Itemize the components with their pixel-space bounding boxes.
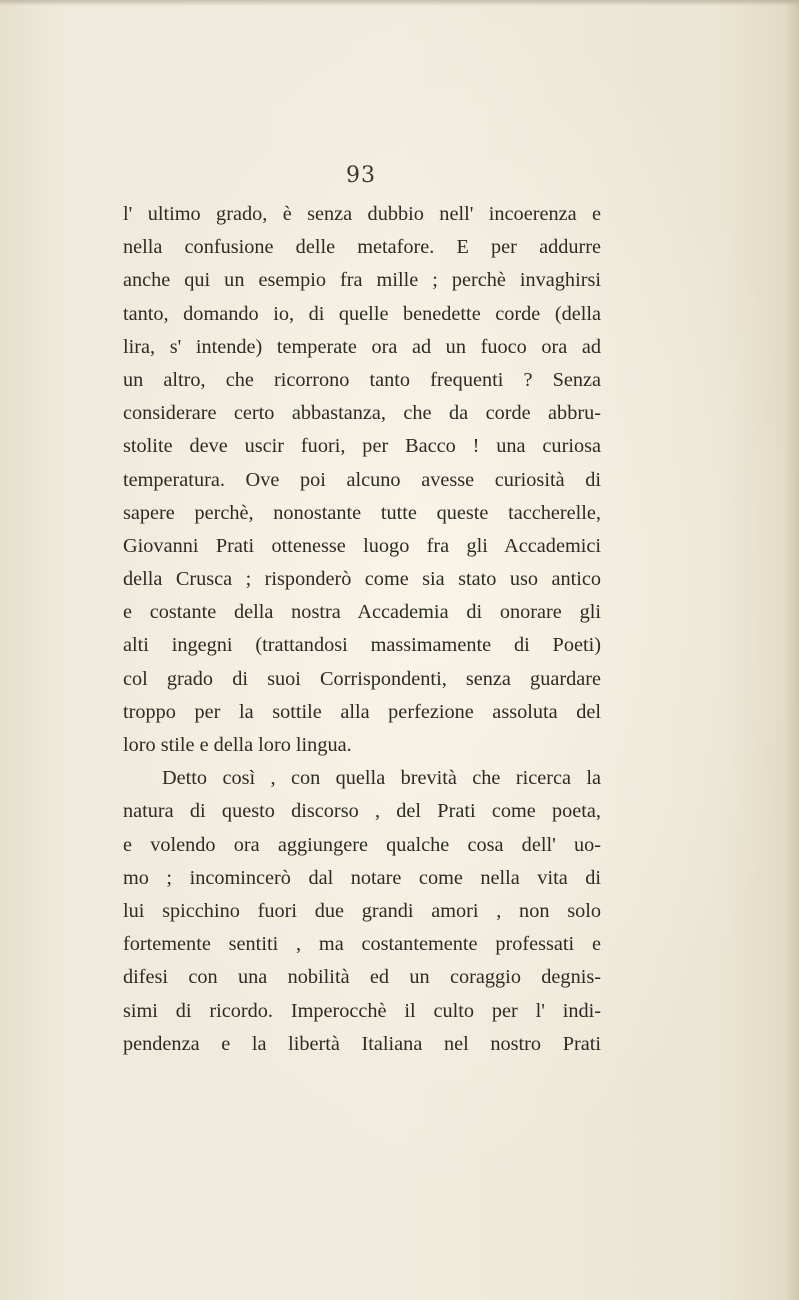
text-line: anche qui un esempio fra mille ; perchè invaghirsi [123,269,601,292]
text-line: pendenza e la libertà Italiana nel nostro Prati [123,1032,601,1055]
text-line: della Crusca ; risponderò come sia stato uso antico [123,568,601,591]
text-line: e volendo ora aggiungere qualche cosa dell' uo- [123,833,601,856]
text-line: stolite deve uscir fuori, per Bacco ! una curiosa [123,435,601,458]
text-line: troppo per la sottile alla perfezione assoluta del [123,700,601,723]
body-text [123,198,601,1061]
text-line: l' ultimo grado, è senza dubbio nell' incoerenza e [123,203,601,225]
text-line: temperatura. Ove poi alcuno avesse curiosità di [123,468,601,491]
right-edge-shadow [785,0,799,1300]
text-line: natura di questo discorso , del Prati come poeta, [123,800,601,823]
text-line: lira, s' intende) temperate ora ad un fuoco ora ad [123,335,601,358]
text-line: un altro, che ricorrono tanto frequenti ? Senza [123,368,601,391]
page-number: 93 [346,163,376,188]
text-line: simi di ricordo. Imperocchè il culto per l' indi- [123,999,601,1022]
text-line: alti ingegni (trattandosi massimamente di Poeti) [123,634,601,657]
text-line: nella confusione delle metafore. E per addurre [123,236,601,259]
text-line: lui spicchino fuori due grandi amori , non solo [123,899,601,922]
text-line: difesi con una nobilità ed un coraggio degnis- [123,966,601,989]
top-edge-shadow [0,0,799,6]
text-line: fortemente sentiti , ma costantemente professati e [123,933,601,956]
text-line: considerare certo abbastanza, che da corde abbru- [123,402,601,425]
text-line: mo ; incomincerò dal notare come nella vita di [123,866,601,889]
text-line: loro stile e della loro lingua. [123,734,352,756]
paragraph-first-line: Detto così , con quella brevità che ricerca la [162,767,601,790]
text-line: sapere perchè, nonostante tutte queste taccherelle, [123,501,601,524]
text-line: e costante della nostra Accademia di onorare gli [123,601,601,624]
text-line: col grado di suoi Corrispondenti, senza guardare [123,667,601,690]
text-line: Giovanni Prati ottenesse luogo fra gli Accademici [123,534,601,557]
text-line: tanto, domando io, di quelle benedette corde (della [123,302,601,325]
